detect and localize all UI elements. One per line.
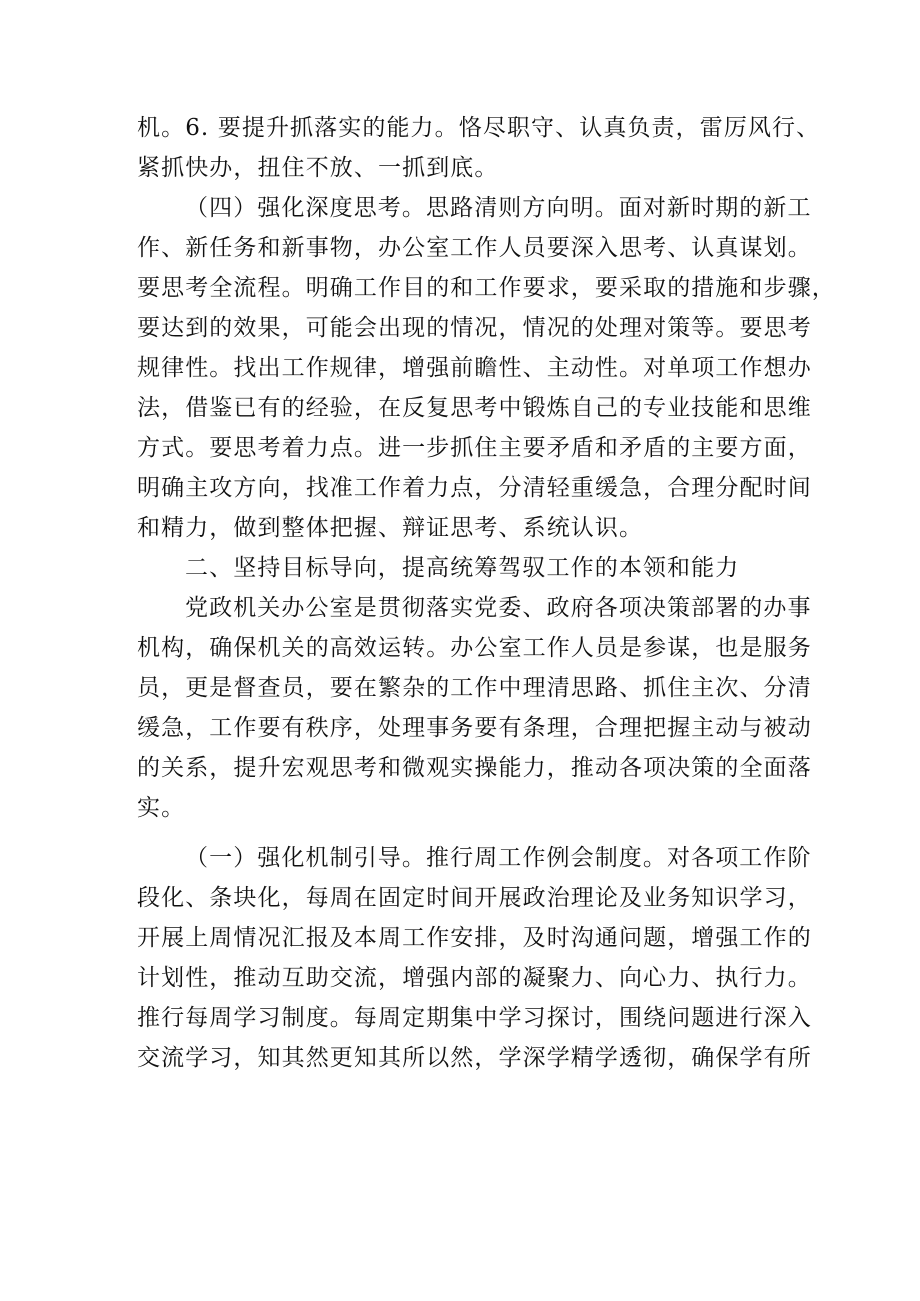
section-heading-1: （一）强化机制引导。推行周工作例会制度。对各项工作阶 xyxy=(185,845,812,871)
section-heading-4: （四）强化深度思考。思路清则方向明。面对新时期的新工 xyxy=(185,195,812,221)
text-line: 方式。要思考着力点。进一步抓住主要矛盾和矛盾的主要方面， xyxy=(137,435,812,461)
text-line: 法，借鉴已有的经验，在反复思考中锻炼自己的专业技能和思维 xyxy=(137,395,812,421)
text-line: 机。6. 要提升抓落实的能力。恪尽职守、认真负责，雷厉风行、 xyxy=(137,115,821,141)
text-line: 实。 xyxy=(137,795,186,821)
text-line: 规律性。找出工作规律，增强前瞻性、主动性。对单项工作想办 xyxy=(137,355,812,381)
text-line: 缓急，工作要有秩序，处理事务要有条理，合理把握主动与被动 xyxy=(137,715,812,741)
text-line: 要思考全流程。明确工作目的和工作要求，要采取的措施和步骤， xyxy=(137,275,836,301)
paragraph-gap xyxy=(137,828,797,838)
text-line: 和精力，做到整体把握、辩证思考、系统认识。 xyxy=(137,515,644,541)
text-line: 员，更是督查员，要在繁杂的工作中理清思路、抓住主次、分清 xyxy=(137,675,812,701)
text-line: 推行每周学习制度。每周定期集中学习探讨，围绕问题进行深入 xyxy=(137,1005,812,1031)
text-line: 的关系，提升宏观思考和微观实操能力，推动各项决策的全面落 xyxy=(137,755,812,781)
document-body xyxy=(137,108,836,1078)
text-line: 要达到的效果，可能会出现的情况，情况的处理对策等。要思考 xyxy=(137,315,812,341)
text-line: 作、新任务和新事物，办公室工作人员要深入思考、认真谋划。 xyxy=(137,235,812,261)
text-line: 计划性，推动互助交流，增强内部的凝聚力、向心力、执行力。 xyxy=(137,965,812,991)
text-line: 机构，确保机关的高效运转。办公室工作人员是参谋，也是服务 xyxy=(137,635,812,661)
text-line: 段化、条块化，每周在固定时间开展政治理论及业务知识学习， xyxy=(137,885,812,911)
text-line: 交流学习，知其然更知其所以然，学深学精学透彻，确保学有所 xyxy=(137,1045,812,1071)
text-line: 明确主攻方向，找准工作着力点，分清轻重缓急，合理分配时间 xyxy=(137,475,812,501)
text-line: 开展上周情况汇报及本周工作安排，及时沟通问题，增强工作的 xyxy=(137,925,812,951)
text-line: 紧抓快办，扭住不放、一抓到底。 xyxy=(137,155,499,181)
paragraph-start: 党政机关办公室是贯彻落实党委、政府各项决策部署的办事 xyxy=(185,595,812,621)
chapter-heading-2: 二、坚持目标导向，提高统筹驾驭工作的本领和能力 xyxy=(185,555,740,581)
